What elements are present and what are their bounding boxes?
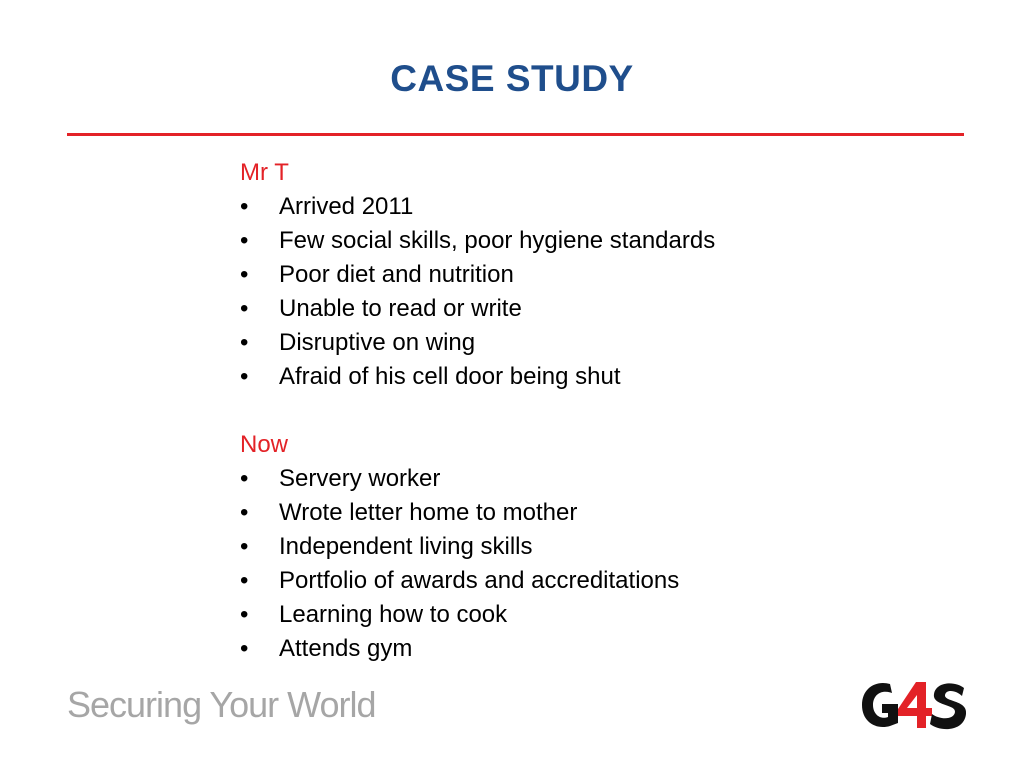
logo-letter-s: [930, 683, 966, 729]
list-item-text: Servery worker: [279, 465, 441, 492]
bullet-icon: •: [240, 465, 249, 492]
bullet-icon: •: [240, 261, 249, 288]
list-item: [240, 360, 940, 394]
list-item: [240, 462, 940, 496]
g4s-logo-icon: [860, 676, 968, 734]
section-spacer: [240, 394, 940, 428]
list-item: [240, 496, 940, 530]
footer-tagline: Securing Your World: [67, 684, 376, 725]
list-item-text: Portfolio of awards and accreditations: [279, 567, 680, 594]
list-item-text: Afraid of his cell door being shut: [279, 363, 621, 390]
list-item: [240, 224, 940, 258]
bullet-icon: •: [240, 363, 249, 390]
list-item: [240, 530, 940, 564]
list-item-text: Unable to read or write: [279, 295, 522, 322]
list-item-text: Poor diet and nutrition: [279, 261, 514, 288]
bullet-list-before: [240, 190, 940, 394]
section-heading-before: Mr T: [240, 159, 289, 186]
list-item: [240, 292, 940, 326]
logo-figure-4: [898, 682, 932, 728]
bullet-icon: •: [240, 295, 249, 322]
list-item: [240, 258, 940, 292]
bullet-icon: •: [240, 227, 249, 254]
bullet-icon: •: [240, 499, 249, 526]
bullet-icon: •: [240, 329, 249, 356]
list-item-text: Independent living skills: [279, 533, 533, 560]
slide-content: [240, 156, 940, 666]
list-item-text: Arrived 2011: [279, 193, 414, 220]
list-item-text: Few social skills, poor hygiene standards: [279, 227, 716, 254]
bullet-icon: •: [240, 533, 249, 560]
logo-letter-g: [862, 683, 898, 727]
title-divider: [67, 133, 964, 136]
list-item: [240, 326, 940, 360]
list-item-text: Disruptive on wing: [279, 329, 476, 356]
list-item: [240, 564, 940, 598]
list-item: [240, 632, 940, 666]
section-heading-now: Now: [240, 431, 289, 458]
bullet-icon: •: [240, 567, 249, 594]
list-item: [240, 598, 940, 632]
bullet-icon: •: [240, 601, 249, 628]
bullet-icon: •: [240, 193, 249, 220]
bullet-icon: •: [240, 635, 249, 662]
bullet-list-now: [240, 462, 940, 666]
list-item-text: Learning how to cook: [279, 601, 508, 628]
list-item: [240, 190, 940, 224]
slide-title: CASE STUDY: [390, 58, 634, 99]
list-item-text: Attends gym: [279, 635, 413, 662]
list-item-text: Wrote letter home to mother: [279, 499, 578, 526]
